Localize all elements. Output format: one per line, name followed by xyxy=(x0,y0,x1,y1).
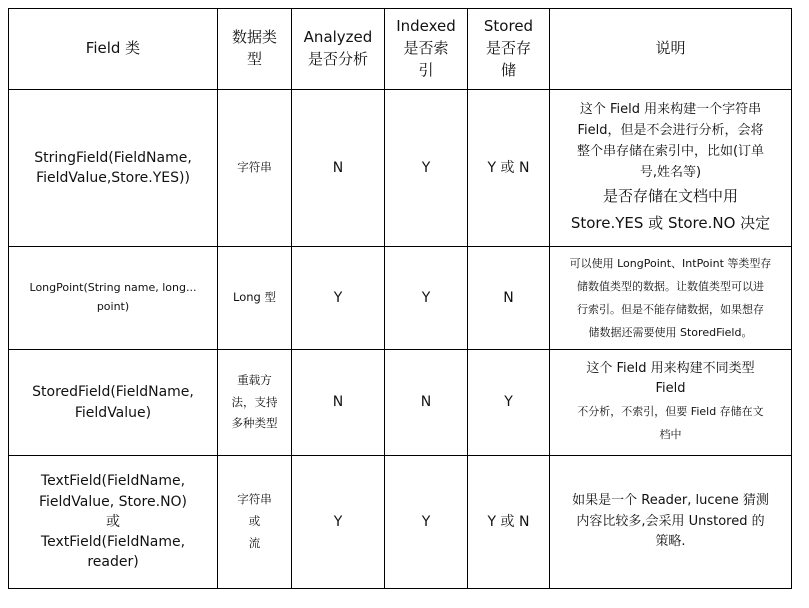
table-row xyxy=(9,456,792,589)
stored-cell: Y xyxy=(468,350,550,456)
stored-cell: Y 或 N xyxy=(468,90,550,247)
analyzed-cell: N xyxy=(292,90,385,247)
description-note: 是否存储在文档中用 Store.YES 或 Store.NO 决定 xyxy=(570,187,771,232)
description-text: 这个 Field 用来构建一个字符串 Field，但是不会进行分析，会将 整个串存储在索引中，比如(订单 号,姓名等) xyxy=(576,102,765,180)
description-text: 可以使用 LongPoint、IntPoint 等类型存 储数值类型的数据。让数值类型可以进 行索引。但是不能存储数据，如果想存 储数据还需要使用 StoredField。 xyxy=(569,256,772,340)
table-row xyxy=(9,350,792,456)
data-type-cell: 字符串 xyxy=(218,90,292,247)
header-row xyxy=(9,9,792,90)
analyzed-cell: Y xyxy=(292,247,385,350)
header-description: 说明 xyxy=(550,9,792,90)
indexed-cell: Y xyxy=(385,247,468,350)
header-data-type: 数据类 型 xyxy=(218,9,292,90)
description-cell xyxy=(550,350,792,456)
indexed-cell: N xyxy=(385,350,468,456)
description-cell xyxy=(550,247,792,350)
analyzed-cell: Y xyxy=(292,456,385,589)
table-row xyxy=(9,90,792,247)
description-text: 这个 Field 用来构建不同类型 Field xyxy=(586,360,755,397)
header-field-class: Field 类 xyxy=(9,9,218,90)
field-types-table xyxy=(8,8,792,589)
header-analyzed: Analyzed 是否分析 xyxy=(292,9,385,90)
data-type-cell: 重载方 法，支持 多种类型 xyxy=(218,350,292,456)
data-type-cell: 字符串 或 流 xyxy=(218,456,292,589)
indexed-cell: Y xyxy=(385,456,468,589)
field-class-cell: TextField(FieldName, FieldValue, Store.NO) 或 TextField(FieldName, reader) xyxy=(9,456,218,589)
field-class-cell: StoredField(FieldName, FieldValue) xyxy=(9,350,218,456)
field-class-cell: LongPoint(String name, long... point) xyxy=(9,247,218,350)
header-stored: Stored 是否存 储 xyxy=(468,9,550,90)
description-note: 不分析，不索引，但要 Field 存储在文 档中 xyxy=(577,405,764,442)
analyzed-cell: N xyxy=(292,350,385,456)
field-class-cell: StringField(FieldName, FieldValue,Store.YES)) xyxy=(9,90,218,247)
header-indexed: Indexed 是否索 引 xyxy=(385,9,468,90)
stored-cell: Y 或 N xyxy=(468,456,550,589)
description-cell xyxy=(550,456,792,589)
description-text: 如果是一个 Reader, lucene 猜测 内容比较多,会采用 Unstored 的 策略. xyxy=(572,492,769,550)
table-row xyxy=(9,247,792,350)
indexed-cell: Y xyxy=(385,90,468,247)
data-type-cell: Long 型 xyxy=(218,247,292,350)
stored-cell: N xyxy=(468,247,550,350)
description-cell xyxy=(550,90,792,247)
